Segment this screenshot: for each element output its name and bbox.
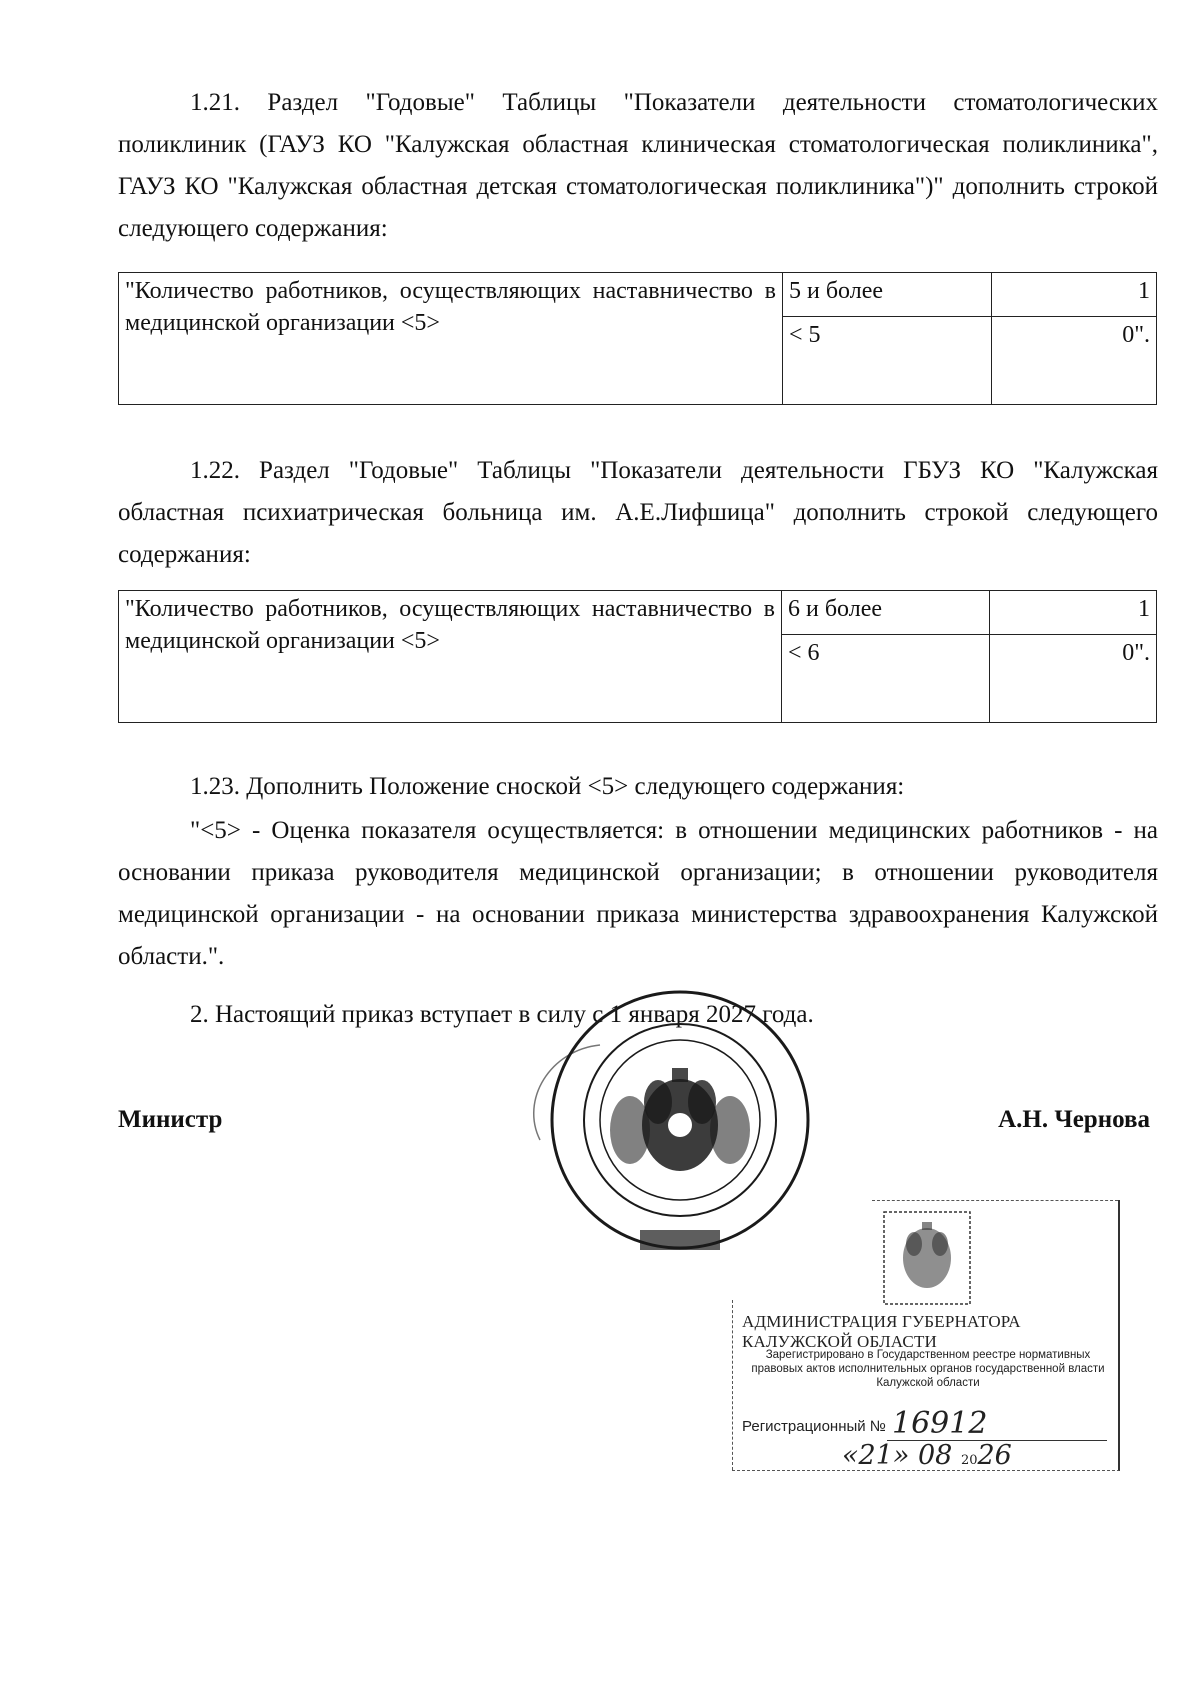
registration-number: 16912 <box>892 1406 988 1441</box>
table-1-description: "Количество работников, осуществляющих наставничество в медицинской организации <5> <box>119 273 783 405</box>
registration-organization: АДМИНИСТРАЦИЯ ГУБЕРНАТОРА КАЛУЖСКОЙ ОБЛАСТИ <box>742 1312 1021 1351</box>
table-2-description: "Количество работников, осуществляющих наставничество в медицинской организации <5> <box>119 591 782 723</box>
paragraph-1-23: 1.23. Дополнить Положение сноской <5> следующего содержания: <box>190 773 905 800</box>
table-1-row-1-value: 1 <box>992 273 1157 317</box>
table-2-row-2-value: 0". <box>990 635 1157 723</box>
signature-title: Министр <box>118 1106 223 1133</box>
coat-of-arms-icon <box>882 1210 972 1306</box>
paragraph-footnote: "<5> - Оценка показателя осуществляется: в отношении медицинских работников - на основании приказа руководителя медицинской организации; в отношении руководителя медицинской организации - на основании приказа министерства здравоохранения Калужской области.". <box>118 817 1158 970</box>
table-2-row-1-condition: 6 и более <box>782 591 990 635</box>
registration-date-year-suffix: 26 <box>977 1440 1012 1471</box>
registration-date-day: 21 <box>858 1440 893 1471</box>
registration-note: Зарегистрировано в Государственном реестре нормативных правовых актов исполнительных органов государственной власти Калужской области <box>751 1349 1105 1389</box>
paragraph-1-21: 1.21. Раздел "Годовые" Таблицы "Показатели деятельности стоматологических поликлиник (ГАУЗ КО "Калужская областная клиническая стоматологическая поликлиника", ГАУЗ КО "Калужская областная детская стоматологическая поликлиника")" дополнить строкой следующего содержания: <box>118 89 1158 242</box>
indicator-table-1 <box>118 272 1157 405</box>
table-2-row-2-condition: < 6 <box>782 635 990 723</box>
table-1-row-2-condition: < 5 <box>783 317 992 405</box>
table-1-row-1-condition: 5 и более <box>783 273 992 317</box>
paragraph-2: 2. Настоящий приказ вступает в силу с 1 января 2027 года. <box>190 1001 814 1028</box>
registration-number-label: Регистрационный № <box>742 1418 886 1435</box>
registration-date: «21» 08 2026 <box>842 1440 1012 1471</box>
table-1-row-2-value: 0". <box>992 317 1157 405</box>
registration-date-month: 08 <box>918 1440 953 1471</box>
indicator-table-2 <box>118 590 1157 723</box>
registration-stamp <box>732 1200 1120 1471</box>
registration-date-year-prefix: 20 <box>960 1453 978 1468</box>
table-2-row-1-value: 1 <box>990 591 1157 635</box>
paragraph-1-22: 1.22. Раздел "Годовые" Таблицы "Показатели деятельности ГБУЗ КО "Калужская областная психиатрическая больница им. А.Е.Лифшица" дополнить строкой следующего содержания: <box>118 457 1158 568</box>
signature-name: А.Н. Чернова <box>998 1106 1150 1133</box>
